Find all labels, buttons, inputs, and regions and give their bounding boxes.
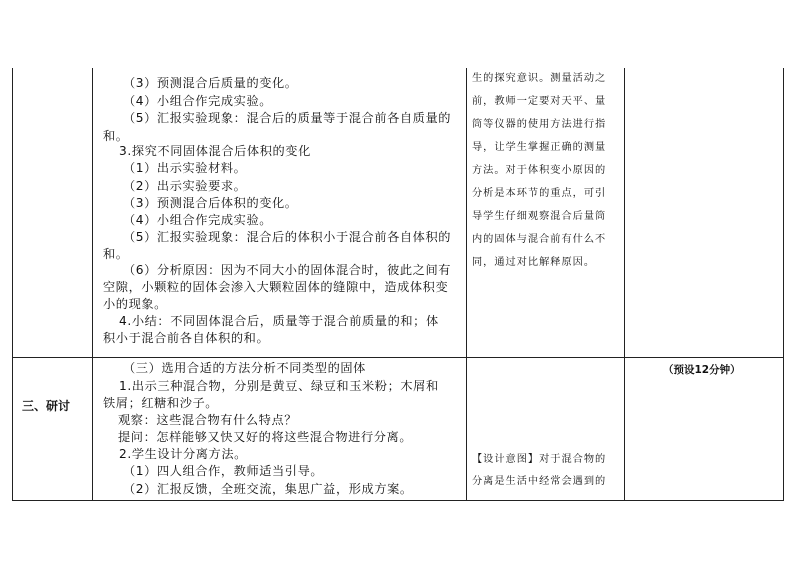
- row2-content-line: 1.出示三种混合物，分别是黄豆、绿豆和玉米粉；木屑和: [119, 379, 439, 393]
- column-divider-3: [624, 68, 625, 501]
- column-divider-2: [466, 68, 467, 501]
- row2-content-line: 2.学生设计分离方法。: [119, 447, 247, 461]
- lesson-plan-table: [12, 68, 784, 501]
- row1-content-line: （5）汇报实验现象：混合后的质量等于混合前各自质量的: [123, 111, 452, 125]
- row1-intent-line: 同，通过对比解释原因。: [472, 257, 596, 268]
- table-border-left: [12, 68, 13, 501]
- row1-intent-line: 分析是本环节的重点，可引: [472, 188, 607, 199]
- row1-content-line: 和。: [103, 129, 129, 143]
- row1-content-line: （3）预测混合后体积的变化。: [123, 196, 298, 210]
- stage-label: 三、研讨: [22, 399, 71, 413]
- row1-intent-line: 筒等仪器的使用方法进行指: [472, 119, 607, 130]
- row1-content-line: （4）小组合作完成实验。: [123, 213, 273, 227]
- row1-intent-line: 内的固体与混合前有什么不: [472, 234, 607, 245]
- row1-content-line: （3）预测混合后质量的变化。: [123, 76, 298, 90]
- row1-content-line: （6）分析原因：因为不同大小的固体混合时，彼此之间有: [123, 263, 452, 277]
- row1-intent-line: 导学生仔细观察混合后量筒: [472, 211, 607, 222]
- row1-content-line: 积小于混合前各自体积的和。: [103, 331, 270, 345]
- table-border-bottom: [12, 500, 784, 501]
- row1-content-line: （5）汇报实验现象：混合后的体积小于混合前各自体积的: [123, 230, 452, 244]
- row1-content-line: （1）出示实验材料。: [123, 161, 247, 175]
- row1-intent-line: 前，教师一定要对天平、量: [472, 96, 607, 107]
- row1-intent-line: 生的探究意识。测量活动之: [472, 73, 607, 84]
- row2-content-line: （2）汇报反馈，全班交流，集思广益，形成方案。: [123, 482, 413, 496]
- row1-content-line: （2）出示实验要求。: [123, 179, 247, 193]
- row2-content-line: （1）四人组合作，教师适当引导。: [123, 464, 324, 478]
- row1-content-line: 3.探究不同固体混合后体积的变化: [119, 144, 311, 158]
- row1-content-line: 小的现象。: [103, 297, 167, 311]
- row1-intent-line: 方法。对于体积变小原因的: [472, 165, 607, 176]
- row-divider: [12, 357, 784, 358]
- row2-content-line: 观察：这些混合物有什么特点？: [118, 413, 298, 427]
- row2-content-line: 铁屑；红糖和沙子。: [103, 396, 219, 410]
- row1-content-line: 和。: [103, 247, 129, 261]
- table-border-right: [783, 68, 784, 501]
- row2-content-line: 提问：怎样能够又快又好的将这些混合物进行分离。: [118, 430, 413, 444]
- row2-intent-line: 【设计意图】对于混合物的: [472, 454, 607, 465]
- row2-intent-line: 分离是生活中经常会遇到的: [472, 476, 607, 487]
- row1-intent-line: 导，让学生掌握正确的测量: [472, 142, 607, 153]
- row1-content-line: （4）小组合作完成实验。: [123, 94, 273, 108]
- column-divider-1: [92, 68, 93, 501]
- preset-time-label: （预设12分钟）: [663, 364, 741, 376]
- row2-content-line: （三）选用合适的方法分析不同类型的固体: [123, 361, 366, 375]
- row1-content-line: 空隙，小颗粒的固体会渗入大颗粒固体的缝隙中，造成体积变: [103, 280, 449, 294]
- row1-content-line: 4.小结：不同固体混合后，质量等于混合前质量的和；体: [119, 314, 439, 328]
